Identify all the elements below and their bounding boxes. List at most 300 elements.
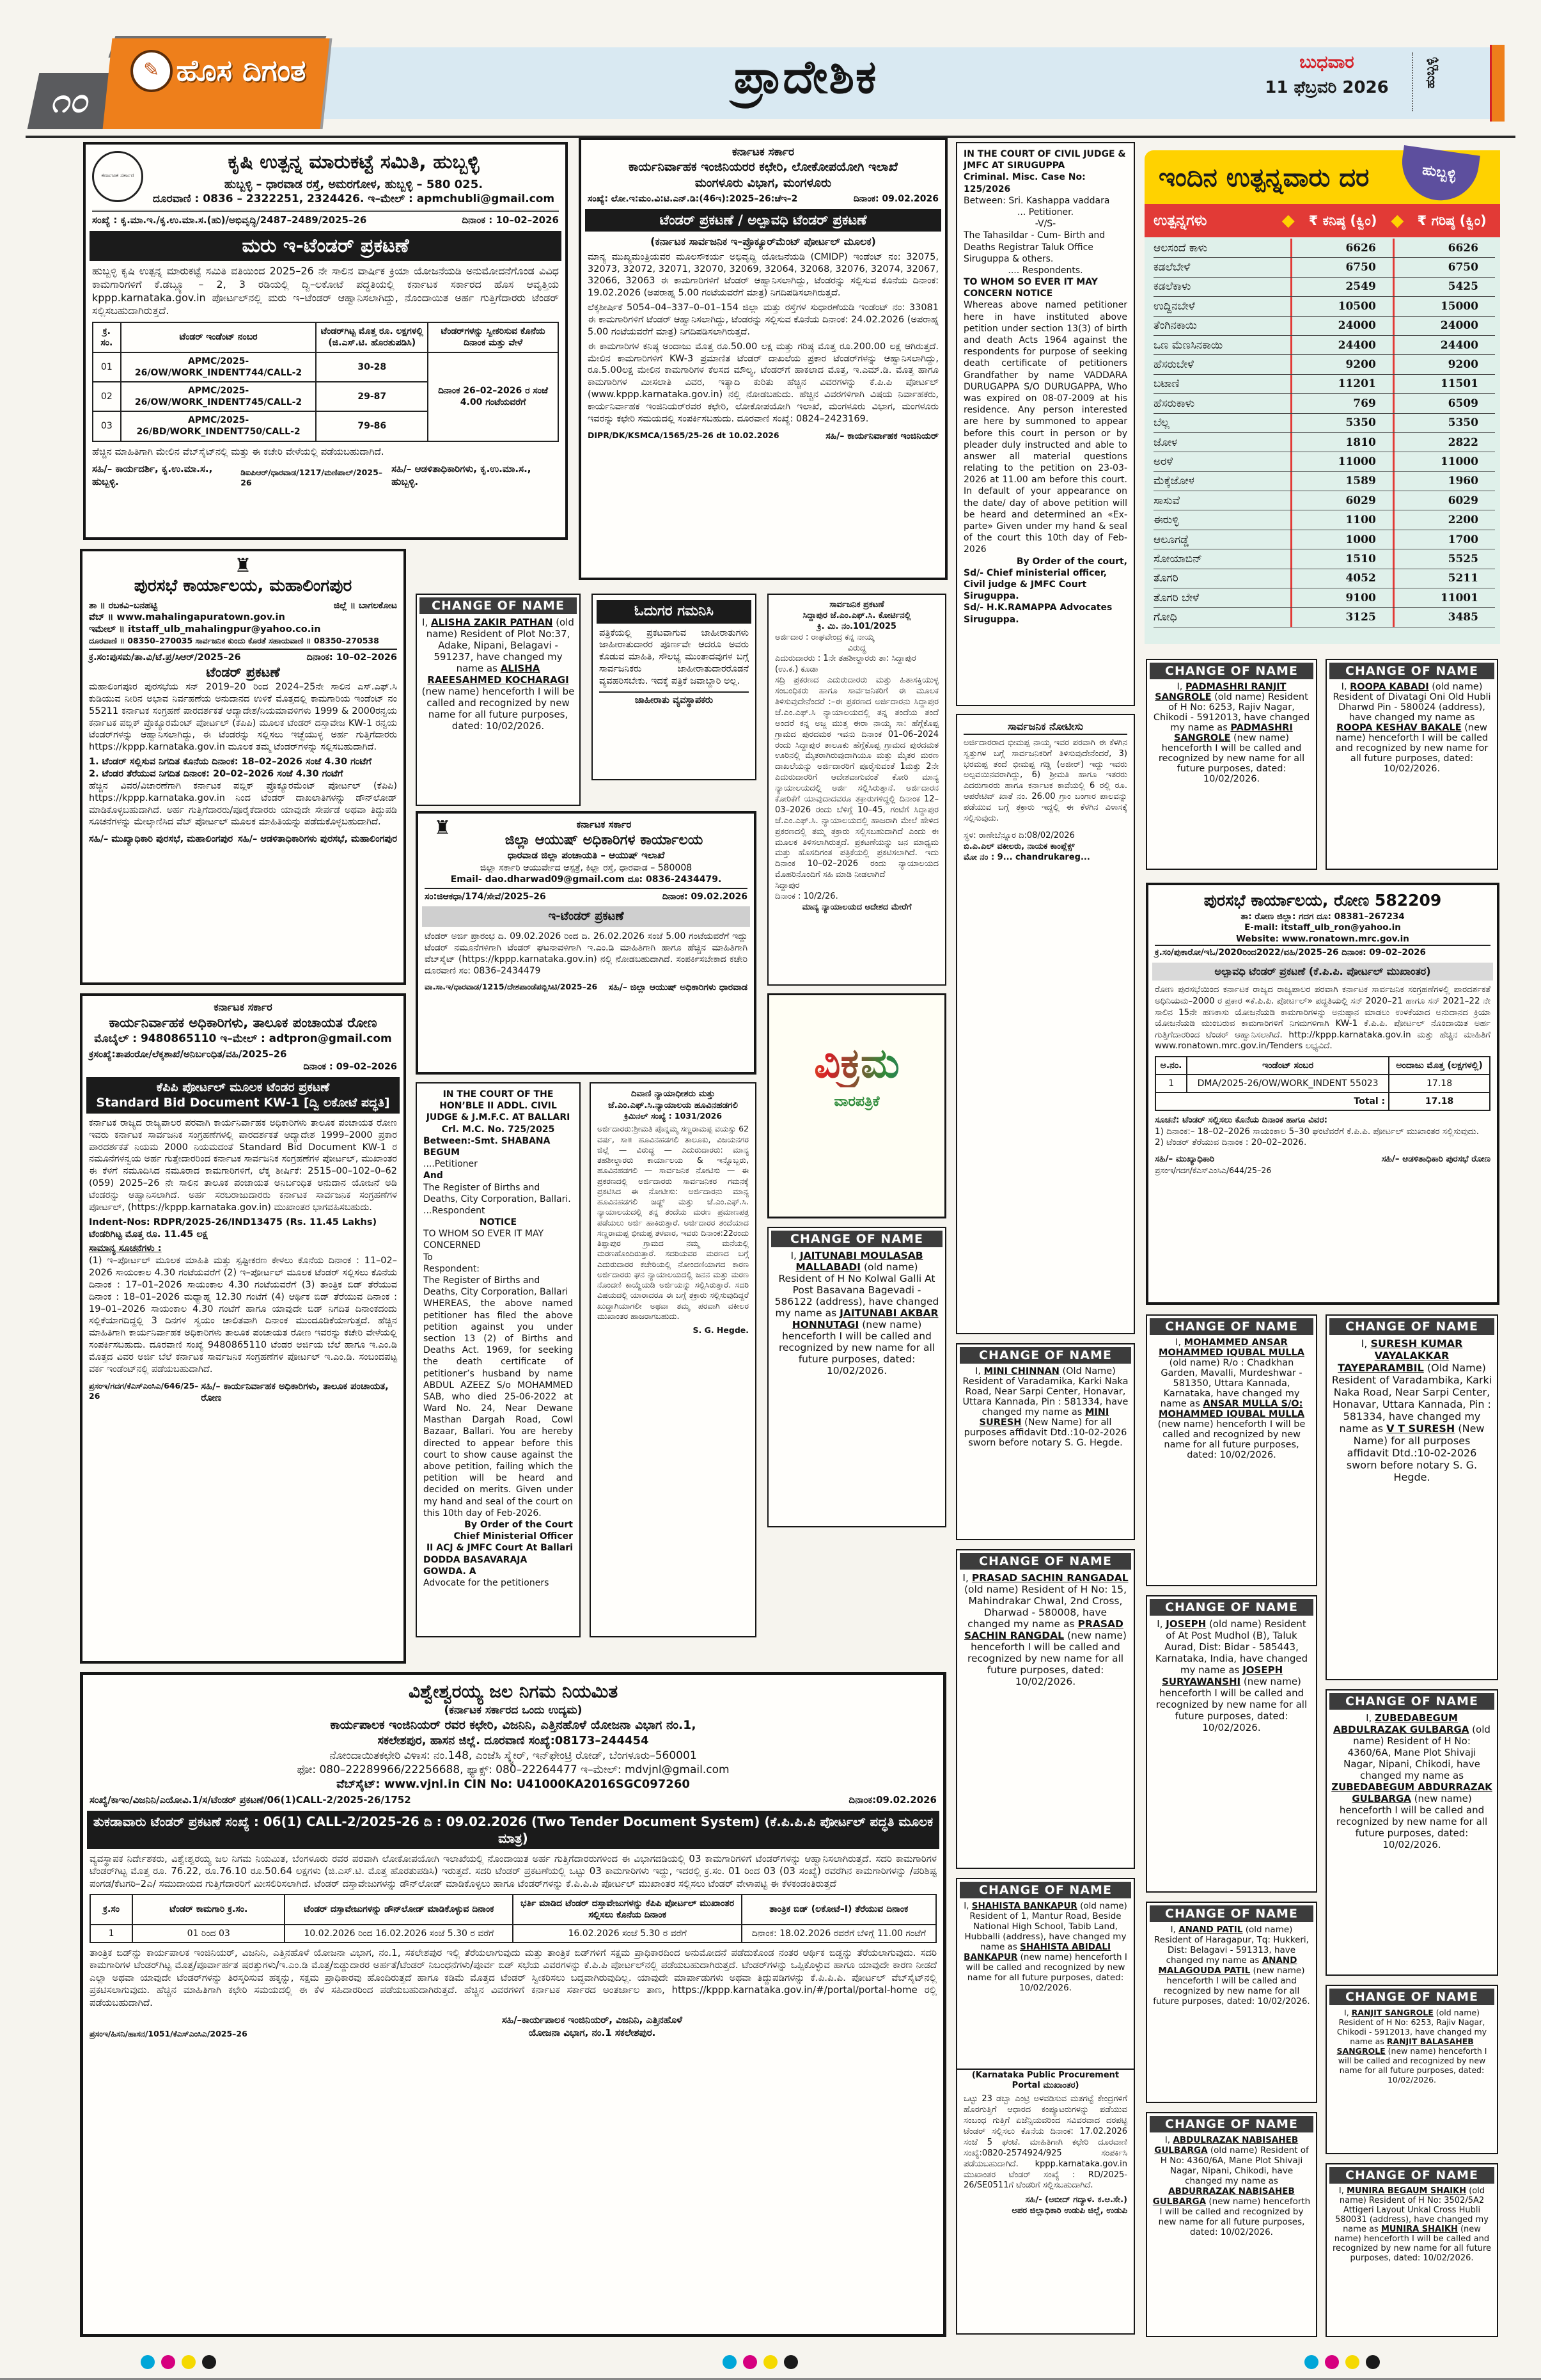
con-old-name: PRASAD SACHIN RANGADAL	[971, 1572, 1129, 1584]
rona-note-2: 1) ದಿನಾಂಕ:– 18–02–2026 ಸಾಯಂಕಾಲ 5–30 ಘಂಟೆವರೆಗೆ ಕೆ.ಪಿ.ಪಿ. ಪೋರ್ಟಲ್ ಮುಖಾಂತರ ಸಲ್ಲಿಸುವುದು.	[1155, 1126, 1480, 1137]
table-header-row	[90, 1895, 936, 1924]
rate-max: 6750	[1393, 258, 1495, 276]
con-old-name: PADMASHRI RANJIT SANGROLE	[1155, 682, 1287, 702]
notice-court-hoovinahadagali	[590, 1082, 756, 1637]
vjnl-sign-1: ಸಹಿ/–ಕಾರ್ಯಪಾಲಕ ಇಂಜಿನಿಯರ್, ವಿಜನಿನಿ, ಎತ್ತಿನಹೊಳೆ	[501, 2014, 683, 2026]
rate-product: ಬಟಾಣಿ	[1154, 377, 1180, 391]
col-sl: ಕ್ರ.ಸಂ	[90, 1895, 132, 1924]
rate-product: ತೊಗರಿ ಬೇಳೆ	[1154, 591, 1200, 604]
mahaling-more: ಹೆಚ್ಚಿನ ವಿವರ/ವಿಚಾರಣೆಗಾಗಿ ಕರ್ನಾಟಕ ಪಬ್ಲಿಕ್ ಪ್ರೊಕ್ಯೂರಮೆಂಟ್ ಪೋರ್ಟಲ್ (ಕೆಪಿಪಿ) https://kppp.karnataka.gov.in ನಿಂದ ಟೆಂಡರ್ ದಾಖಲಾತಿಗಳನ್ನು ಡೌನ್‌ಲೋಡ್ ಮಾಡಿಕೊಳ್ಳಬಹುದಾಗಿದೆ. ಅರ್ಹ ಗುತ್ತಿಗೆದಾರರು/ಪೂರೈಕೆದಾರರು ಯಾವುದೇ ಸೇರ್ಪಡೆ ಅಥವಾ ತಿದ್ದುಪಡಿ ಸೂಚನೆಗಳನ್ನು ಮೇಲ್ಕಾಣಿಸಿದ ವೆಬ್ ಪೋರ್ಟಲ್ ಮೂಲಕ ಮಾಹಿತಿಯನ್ನು ಪಡೆದುಕೊಳ್ಳಬಹುದಾಗಿದೆ.	[89, 780, 397, 828]
ayush-hospital: ಜಿಲ್ಲಾ ಸರ್ಕಾರಿ ಆಯುರ್ವೇದ ಆಸ್ಪತ್ರೆ, ಕಿಲ್ಲಾ ರಸ್ತೆ, ಧಾರವಾಡ – 580008	[480, 862, 692, 873]
yellow-dot-icon	[182, 2355, 196, 2369]
con-mid: (old name) Resident of H No: 6253, Rajiv Nagar, Chikodi - 5912013, have changed my name as	[1153, 692, 1310, 733]
rate-row	[1154, 297, 1495, 316]
diamond-icon: ◆	[1281, 211, 1295, 230]
ronatp-sign: ಸಹಿ/– ಕಾರ್ಯನಿರ್ವಾಹಕ ಅಧಿಕಾರಿಗಳು, ತಾಲೂಕ ಪಂಚಾಯತ, ರೋಣ	[201, 1381, 389, 1404]
con-intro: I,	[1177, 682, 1185, 692]
pwd-para-1: ಮಾನ್ಯ ಮುಖ್ಯಮಂತ್ರಿಯವರ ಮೂಲಸೌಕರ್ಯ ಅಭಿವೃದ್ಧಿ ಯೋಜನೆಯಡಿ (CMIDP) ಇಂಡೆಂಟ್ ನಂ: 32075, 32073, 32072, 32071, 32070, 32069, 32064, 32068, 32076, 32074, 32067, 32066, 32063 ಈ ಕಾಮಗಾರಿಗಳಿಗೆ ಟೆಂಡರ್ ಆಹ್ವಾನಿಸಲಾಗಿದ್ದು, ಟೆಂಡರನ್ನು ಸಲ್ಲಿಸುವ ಕೊನೆಯ ದಿನಾಂಕ: 19.02.2026 (ಅಪರಾಹ್ನ 5.00 ಗಂಟೆಯವರೆಗೆ ಮಾತ್ರ) ನಿಗದಿಪಡಿಸಲಾಗಿರುತ್ತದೆ.	[588, 251, 939, 299]
ronatp-body: ಕರ್ನಾಟಕ ರಾಜ್ಯದ ರಾಜ್ಯಪಾಲರ ಪರವಾಗಿ ಕಾರ್ಯನಿರ್ವಾಹಕ ಅಧಿಕಾರಿಗಳು ತಾಲೂಕ ಪಂಚಾಯತ ರೋಣ ಇವರು ಕರ್ನಾಟಕ ಸಾರ್ವಜನಿಕ ಸಂಗ್ರಹಣೆಗಳಲ್ಲಿ ಪಾರದರ್ಶಕತೆ ಆದ್ಯಾದೇಶ 1999–2000 ಪ್ರಕಾರ ಪಾರದರ್ಶಕತೆ ನಿಯಮ 2000 ನಿಯಮದಂತೆ Standard Bid Document KW-1 ರ ನಮೂನೆಗಳನ್ವಯ ಅರ್ಹ ಗುತ್ತೇದಾರರಿಂದ ಕರ್ನಾಟಕ ಸಾರ್ವಜನಿಕ ಸಂಗ್ರಹಣೆಗಳ ಪೋರ್ಟಲ್, ಮುಖಾಂತರ ಈ ಕೆಳಗೆ ನಮೂದಿಸಿದ ನಮೂರಾದ ಕಾಮಗಾರಿಗಳಿಗೆ, ಲೆಕ್ಕ ಶೀರ್ಷಿಕೆ: 2515–00–102–0–62 (059) 2025–26 ನೇ ಸಾಲಿನ ತಾಲೂಕ ಪಂಚಾಯತ ಅನಿರ್ಬಂಧಿತ ಅನುದಾನ ಯೋಜನೆ ಅಡಿ ಟೆಂಡರನ್ನು ಆಹ್ವಾನಿಸಲಾಗಿದೆ. ಅರ್ಹ ಸರಬರಾಜುದಾರರು ಕರ್ನಾಟಕ ಸಾರ್ವಜನಿಕ ಸಂಗ್ರಹಣೆಗಳ ಪೋರ್ಟಲ್, (https://kppp.karnataka.gov.in) ಮುಖಾಂತರ ಭಾಗವಹಿಸಬಹುದು.	[89, 1117, 397, 1213]
cell-indent: APMC/2025-26/BD/WORK_INDENT750/CALL-2	[121, 411, 317, 441]
rate-product: ಉದ್ದಿನಬೇಳೆ	[1154, 299, 1195, 313]
commodity-rates-panel	[1145, 150, 1500, 644]
apmc-ref: ಸಂಖ್ಯೆ : ಕೃ.ಮಾ.ಇ./ಕೃ.ಉ.ಮಾ.ಸ.(ಹು)/ಅಭಿವೃದ್ಧಿ/2487–2489/2025–26	[92, 214, 367, 226]
change-of-name-header: CHANGE OF NAME	[1329, 2167, 1494, 2184]
con-old-name: ZUBEDABEGUM ABDULRAZAK GULBARGA	[1333, 1712, 1469, 1735]
rate-product: ಸಾಸುವೆ	[1154, 494, 1180, 507]
ayush-sign-1: ಸಹಿ/–	[608, 982, 627, 993]
ronatp-bar-2: Standard Bid Document KW-1 [ದ್ವಿ ಲಕೋಟೆ ಪದ್ಧತಿ]	[96, 1096, 390, 1110]
change-of-name-header: CHANGE OF NAME	[419, 597, 577, 614]
readers-footer: ಜಾಹೀರಾತು ವ್ಯವಸ್ಥಾಪಕರು	[599, 691, 749, 707]
con-new-name: V T SURESH	[1386, 1422, 1455, 1435]
rate-row	[1154, 433, 1495, 452]
rate-max: 5350	[1393, 414, 1495, 432]
cell-amount: 79-86	[316, 411, 428, 441]
public-notice-advocate: ಬಿ.ಎ.ಎಲ್ ವಕೀಲರು, ನಾಯಕ ಕಾಂಪ್ಲೆಕ್ಸ್	[964, 841, 1075, 851]
con-intro: I,	[1170, 1925, 1179, 1935]
pwd-ref: ಸಂಖ್ಯೆ: ಲೋ.ಇ:ಮಂ.ವಿ:ಟಿ.ಎನ್.ಡಿ:(46ಇ):2025–26:ಚೆಇ–2	[588, 194, 798, 205]
vjnl-para-1: ವ್ಯವಸ್ಥಾಪಕ ನಿರ್ದೇಶಕರು, ವಿಶ್ವೇಶ್ವರಯ್ಯ ಜಲ ನಿಗಮ ನಿಯಮಿತ, ಬೆಂಗಳೂರು ರವರ ಪರವಾಗಿ ಲೋಕೋಪಯೋಗಿ ಇಲಾಖೆಯಲ್ಲಿ ನೊಂದಾಯಿತ ಅರ್ಹ ಗುತ್ತಿಗೆದಾರರುಗಳಿಂದ ಈ ವಿಭಾಗದಡಿಯಲ್ಲಿ 03 ಕಾಮಗಾರಿಗಳಿಗೆ ಟೆಂಡರ್‌ಗಳನ್ನು ಆಹ್ವಾನಿಸಲಾಗಿರುತ್ತದೆ. ಸದರಿ ಕಾಮಗಾರಿಗಳ ಟೆಂಡರ್‌ಗಿಟ್ಟ ಮೊತ್ತ ರೂ. 76.22, ರೂ.76.10 ರೂ.50.64 ಲಕ್ಷಗಳು (ಜಿ.ಎಸ್.ಟಿ. ಮೊತ್ತ ಹೊರತುಪಡಿಸಿ) ಇರುತ್ತದೆ. ಸದರಿ ಟೆಂಡರ್ ಪ್ರಕಟಣೆಯಲ್ಲಿ ಒಟ್ಟು 03 ಕಾಮಗಾರಿಗಳು ಇದ್ದು, ಇದರಲ್ಲಿ ಕ್ರ.ಸಂ. 01 ರಿಂದ 03 (03 ಸಂಖ್ಯೆ) ರವರೆಗಿನ ಕಾಮಗಾರಿಗಳನ್ನು /ಪರಿಶಿಷ್ಟ ಪಂಗಡ/ಕೆಟಗರಿ–2ಎ/ ಸಮುದಾಯದ ಗುತ್ತಿಗೆದಾರರಿಗೆ ಮೀಸಲಿರಿಸಲಾಗಿದೆ. ಟೆಂಡರ್ ದಸ್ತಾವೇಜುಗಳನ್ನು ಡೌನ್‌ಲೋಡ್ ಮಾಡಿಕೊಳ್ಳಲು ಹಾಗೂ ಟೆಂಡರ್‌ಗಳನ್ನು ಕೆ.ಪಿ.ಪಿ.ಪಿ ಪೋರ್ಟಲ್ ಮುಖಾಂತರ ಸಲ್ಲಿಸಲು ಟೆಂಡರ್ ವೇಳಾಪಟ್ಟಿ ಈ ಕೆಳಕಂಡಂತಿರುತ್ತದೆ	[90, 1852, 937, 1889]
col-submit: ಭರ್ತಿ ಮಾಡಿದ ಟೆಂಡರ್ ದಸ್ತಾವೇಜುಗಳನ್ನು ಕೆಪಿಪಿ ಪೋರ್ಟಲ್ ಮುಖಾಂತರ ಸಲ್ಲಿಸಲು ಕೊನೆಯ ದಿನಾಂಕ	[513, 1895, 741, 1924]
change-of-name-header: CHANGE OF NAME	[1329, 1693, 1494, 1710]
cell-submit: 16.02.2026 ಸಂಜೆ 5.30 ರ ವರೆಗೆ	[513, 1925, 741, 1943]
rona-note-1: ಸೂಚನೆ: ಟೆಂಡರ್ ಸಲ್ಲಿಸಲು ಕೊನೆಯ ದಿನಾಂಕ ಹಾಗೂ ವಿವರ:	[1155, 1115, 1328, 1126]
col-indent: ಟೆಂಡರ್ ಇಂಡೆಂಟ್ ನಂಬರ	[121, 322, 317, 352]
edition-city: ಹುಬ್ಬಳ್ಳಿ	[1422, 58, 1437, 89]
rona-title: ಪುರಸಭೆ ಕಾರ್ಯಾಲಯ, ರೋಣ 582209	[1203, 891, 1442, 910]
cyan-dot-icon	[723, 2355, 737, 2369]
ballari-sign-3: II ACJ & JMFC Court At Ballari	[426, 1543, 573, 1554]
magenta-dot-icon	[161, 2355, 175, 2369]
rate-min: 1100	[1290, 510, 1393, 529]
vjnl-org: ವಿಶ್ವೇಶ್ವರಯ್ಯ ಜಲ ನಿಗಮ ನಿಯಮಿತ	[408, 1681, 618, 1702]
mahaling-date-1: 1. ಟೆಂಡರ್ ಸಲ್ಲಿಸುವ ನಿಗದಿತ ಕೊನೆಯ ದಿನಾಂಕ: 18–02–2026 ಸಂಜೆ 4.30 ಗಂಟೆಗೆ	[89, 757, 372, 768]
rate-row	[1154, 452, 1495, 471]
rates-title: ಇಂದಿನ ಉತ್ಪನ್ನವಾರು ದರ	[1159, 163, 1370, 193]
apmc-org: ಕೃಷಿ ಉತ್ಪನ್ನ ಮಾರುಕಟ್ಟೆ ಸಮಿತಿ, ಹುಬ್ಬಳ್ಳಿ	[228, 151, 480, 173]
ballari-advocate-label: Advocate for the petitioners	[423, 1577, 549, 1588]
col-min: ₹ ಕನಿಷ್ಠ (ಕ್ವಿಂ)	[1308, 212, 1377, 228]
con-old-name: MOHAMMED ANSAR MOHAMMED IQUBAL MULLA	[1159, 1337, 1304, 1358]
ayush-dept: ಧಾರವಾಡ ಜಿಲ್ಲಾ ಪಂಚಾಯತಿ – ಆಯುಷ್ ಇಲಾಖೆ	[507, 849, 665, 862]
vjnl-ref-bottom: ಪ್ರಸಂಇ/ಹಿಸನಿ/ಹಾಸನ/1051/ಕೆಎಸ್‌ಎಂಸಿಎ/2025–26	[90, 2028, 247, 2038]
rate-min: 3125	[1290, 608, 1393, 626]
magenta-dot-icon	[1325, 2355, 1339, 2369]
con-intro: I,	[1366, 1712, 1375, 1724]
con-mid: (old name) R/o : Chadkhan Garden, Mavalli, Murdeshwar - 581350, Uttara Kannada, Karnataka, have changed my name as	[1160, 1358, 1302, 1409]
pwd-division: ಮಂಗಳೂರು ವಿಭಾಗ, ಮಂಗಳೂರು	[694, 175, 832, 190]
con-mid: (old name) Resident of H No: 4360/6A, Mane Plot Shivaji Nagar, Nipani, Chikodi, have changed my name as	[1343, 1724, 1490, 1781]
ballari-respondent-2: Respondent:	[423, 1263, 480, 1274]
rate-max: 11001	[1393, 588, 1495, 607]
notice-public-kannada	[956, 714, 1135, 1334]
con-old-name: JOSEPH	[1166, 1618, 1207, 1630]
ballari-body: WHEREAS, the above named petitioner has filed the above petition against you under section 13 (2) of Births and Deaths Act. 1969, for seeking the death certificate of petitioner’s husband by name ABDUL AZEEZ S/o MOHAMMED SAB, who died 25-06-2022 at Ward No. 24, Near Dewane Masthan Dargah Road, Cowl Bazaar, Ballari. You are hereby directed to appear before this court to show cause against the above petition, failing which the petition will be heard and decided on merits. Given under my hand and seal of the court on this 10th day of Feb-2026.	[423, 1298, 573, 1518]
rona-body: ರೋಣ ಪುರಸಭೆಯಿಂದ ಕರ್ನಾಟಕ ರಾಜ್ಯದ ರಾಜ್ಯಪಾಲರ ಪರವಾಗಿ ಕರ್ನಾಟಕ ಸಾರ್ವಜನಿಕ ಸಂಗ್ರಹಣೆಗಳಲ್ಲಿ ಪಾರದರ್ಶಕತೆ ಅಧಿನಿಯಮ–2000 ರ ಪ್ರಕಾರ «ಕೆ.ಪಿ.ಪಿ. ಪೋರ್ಟಲ್» ಪದ್ಧತಿಯಲ್ಲಿ ಸನ್ 2020–21 ಹಾಗೂ ಸನ್ 2021–22 ನೇ ಸಾಲಿನ 15ನೇ ಹಣಕಾಸು ಯೋಜನೆಯಡಿ ಕಾಮಗಾರಿಗಳನ್ನು ಅನುಷ್ಠಾನ ಮಾಡಲು ಉಳಕೆಯಾದ ಅನುದಾನದ ಕ್ರಿಯಾ ಯೋಜನೆಯಡಿ ಮುಂಬರುವ ಕಾಮಗಾರಿಗಳಿಗೆ ನಿಗಮಗಳಿಗಾಗಿ KW-1 ಕೆ.ಪಿ.ಪಿ. ಪೋರ್ಟಲ್ ನೊಂದಾಯಿತ ಅರ್ಹ ಗುತ್ತಿಗೆದಾರರಿಂದ ಟೆಂಡರ್ ಆಹ್ವಾನಿಸಲಾಗಿದೆ. http://kppp.karnataka.gov.in ಮತ್ತು ಹೆಚ್ಚಿನ ಮಾಹಿತಿಗೆ www.ronatown.mrc.gov.in/Tenders ಲಭ್ಯವಿದೆ.	[1155, 984, 1490, 1052]
respondent: The Tahasildar - Cum- Birth and Deaths Registrar Taluk Office Siruguppa & others.	[964, 230, 1106, 264]
versus: -V/S-	[1035, 219, 1056, 230]
table-header-row	[93, 322, 558, 352]
change-of-name-header: CHANGE OF NAME	[960, 1882, 1131, 1898]
apmc-note: ಹೆಚ್ಚಿನ ಮಾಹಿತಿಗಾಗಿ ಮೇಲಿನ ವೆಬ್‌ಸೈಟ್‌ನಲ್ಲಿ ಮತ್ತು ಈ ಕಚೇರಿ ವೇಳೆಯಲ್ಲಿ ಪಡೆಯಬಹುದಾಗಿದೆ.	[92, 445, 384, 457]
rate-min: 24000	[1290, 317, 1393, 335]
cell-sl: 03	[93, 411, 121, 441]
paper-logo-icon: ✎	[130, 50, 173, 92]
yellow-dot-icon	[1345, 2355, 1359, 2369]
udupi-sign-2: ಅಪರ ಜಿಲ್ಲಾಧಿಕಾರಿ ಉಡುಪಿ ಜಿಲ್ಲೆ, ಉಡುಪಿ	[1012, 2206, 1127, 2216]
con-tail: (New Name) for all purposes affidavit Dtd.:10-02-2026 sworn before notary S. G. Hegde.	[1346, 1422, 1485, 1483]
vjnl-phone: ಫೋ: 080–22289966/22256688, ಫ್ಯಾಕ್ಸ್: 080–22264477 ಇ–ಮೇಲ್: mdvjnl@gmail.com	[297, 1763, 730, 1776]
rate-min: 10500	[1290, 297, 1393, 315]
con-old-name: ABDULRAZAK NABISAHEB GULBARGA	[1154, 2135, 1299, 2155]
con-tail: (new name) henceforth I will be called and recognized by new name for all future purposes, dated: 10/02/2026.	[778, 1319, 935, 1376]
pwd-para-3: ಈ ಕಾಮಗಾರಿಗಳ ಕನಿಷ್ಠ ಅಂದಾಜು ಮೊತ್ತ ರೂ.50.00 ಲಕ್ಷ ಮತ್ತು ಗರಿಷ್ಠ ಮೊತ್ತ ರೂ.200.00 ಲಕ್ಷ ಆಗಿರುತ್ತದೆ. ಮೇಲಿನ ಕಾಮಗಾರಿಗಳಿಗೆ KW-3 ಪ್ರಮಾಣಿತ ಟೆಂಡರ್ ದಾಖಲೆಯ ಪ್ರಕಾರ ಟೆಂಡರ್‌ಗಳನ್ನು ಆಹ್ವಾನಿಸಲಾಗಿದ್ದು, ರೂ.5.00ಲಕ್ಷ ಮೇಲಿನ ಕಾಮಗಾರಿಗಳ ಕೆಲಸದ ಮೌಲ್ಯ, ಟೆಂಡರ್‌ಗೆ ಹಾಕಲಾದ ಮೊತ್ತ, ಇ.ಎಮ್.ಡಿ. ಮೊತ್ತ ಹಾಗೂ ಕಾಮಗಾರಿಗಳ ಮೀಸಲಾತಿ ವಿವರ, ಇತ್ಯಾದಿ ಕುರಿತು ಹೆಚ್ಚಿನ ವಿವರಗಳನ್ನು ಕೆ.ಪಿ.ಪಿ ಪೋರ್ಟಲ್ (www.kppp.karnataka.gov.in) ನಲ್ಲಿ ನೋಡಬಹುದು. ಹೆಚ್ಚಿನ ವಿವರಗಳಿಗಾಗಿ ವಿಷಯ ನಿರ್ವಾಹಕರು, ಕಾರ್ಯನಿರ್ವಾಹಕ ಇಂಜಿನಿಯರ್‌ರವರ ಕಛೇರಿ, ಲೋಕೋಪಯೋಗಿ ಇಲಾಖೆ, ಮಂಗಳೂರು ವಿಭಾಗ, ಮಂಗಳೂರು ಇವರನ್ನು ಕಛೇರಿ ಸಮಯದಲ್ಲಿ ಸಂಪರ್ಕಿಸಬಹುದು. ದೂರವಾಣಿ ಸಂಖ್ಯೆ: 0824–2423169.	[588, 341, 939, 424]
rona-ref: ಕ್ರ.ಸಂ/ಪುಕಾರೋ/ಇಓ/2020ರಿಂದ2022/ವಹಿ/2025–26 ದಿನಾಂಕ: 09–02–2026	[1155, 945, 1490, 959]
mahaling-sign-2: ಸಹಿ/– ಆಡಳಿತಾಧಿಕಾರಿಗಳು ಪುರಸಭೆ, ಮಹಾಲಿಂಗಪುರ	[238, 834, 397, 845]
apmc-title: ಮರು ಇ-ಟೆಂಡರ್ ಪ್ರಕಟಣೆ	[90, 231, 561, 261]
con-new-name: SHAHISTA ABIDALI BANKAPUR	[964, 1942, 1111, 1962]
total-value: 17.18	[1389, 1092, 1490, 1110]
diamond-icon: ◆	[1391, 211, 1404, 230]
rate-row	[1154, 608, 1495, 627]
con-tail: (new name) henceforth I will be called and recognized by new name for all future purposes, dated: 10/02/2026.	[966, 1952, 1127, 1993]
change-of-name-header: CHANGE OF NAME	[771, 1231, 943, 1247]
cell-indent: APMC/2025-26/OW/WORK_INDENT744/CALL-2	[121, 352, 317, 382]
col-sl: ಅ.ನಂ.	[1155, 1057, 1187, 1075]
change-of-name-box	[1326, 2163, 1498, 2337]
rate-max: 2822	[1393, 433, 1495, 452]
black-dot-icon	[1366, 2355, 1380, 2369]
change-of-name-box	[1146, 1595, 1317, 1893]
notice-ayush-dharwad	[416, 811, 756, 1075]
ballari-to: To	[423, 1252, 433, 1263]
siddapura-respondent: ಎದುರುದಾರರು : 1ನೇ ತಹಶೀಲ್ದಾರರು ತಾ: ಸಿದ್ದಾಪುರ (ಉ.ಕ.) ಕೂಡಾ	[775, 654, 916, 675]
vjnl-table	[90, 1894, 937, 1943]
cell-sl: 02	[93, 382, 121, 411]
rate-product: ಆಲೂಗಡ್ಡೆ	[1154, 533, 1189, 546]
rate-row	[1154, 491, 1495, 510]
rate-min: 1000	[1290, 530, 1393, 549]
vjnl-date: ದಿನಾಂಕ:09.02.2026	[849, 1794, 937, 1806]
con-new-name: ROOPA KESHAV BAKALE	[1336, 723, 1462, 733]
change-of-name-header: CHANGE OF NAME	[960, 1347, 1131, 1364]
rate-min: 1810	[1290, 433, 1393, 452]
con-old-name: JAITUNABI MOULASAB MALLABADI	[795, 1250, 923, 1273]
mahaling-tender-title: ಟೆಂಡರ್ ಪ್ರಕಟಣೆ	[206, 664, 280, 680]
con-intro: I,	[422, 617, 432, 628]
ronatp-bar-1: ಕೆಪಿಪಿ ಪೋರ್ಟಲ್ ಮೂಲಕ ಟೆಂಡರ ಪ್ರಕಟಣೆ	[156, 1080, 330, 1094]
notice-pwd-mangaluru	[579, 138, 948, 580]
con-tail: (new name) henceforth I will be called and recognized by new name for all future purposes, dated: 10/02/2026.	[1332, 2225, 1492, 2263]
pwd-ref-bottom: DIPR/DK/KSMCA/1565/25-26 dt 10.02.2026	[588, 430, 779, 440]
notice-apmc-tender	[83, 142, 568, 540]
mahaling-date-2: 2. ಟೆಂಡರ ತೆರೆಯುವ ನಿಗದಿತ ದಿನಾಂಕ: 20–02–2026 ಸಂಜೆ 4.30 ಗಂಟೆಗೆ	[89, 768, 343, 779]
ayush-ref: ಸಂ:ಜಿಆಕಧಾ/174/ಸೇವೆ/2025–26	[425, 891, 546, 902]
change-of-name-box	[1326, 1314, 1498, 1680]
con-old-name: MINI CHINNAN	[983, 1366, 1060, 1376]
ballari-title: IN THE COURT OF THE HON’BLE II ADDL. CIVIL JUDGE & J.M.F.C. AT BALLARI	[426, 1089, 570, 1123]
change-of-name-box	[1146, 659, 1317, 870]
con-intro: I,	[1164, 2135, 1173, 2145]
rate-product: ಆಲಸಂದೆ ಕಾಳು	[1154, 241, 1208, 255]
con-mid: (old name) Resident of 1, Mantur Road, Beside National High School, Tabib Land, Hubballi (address), have changed my name as	[964, 1901, 1127, 1952]
rona-note-3: 2) ಟೆಂಡರ್ ತೆರೆಯುವ ದಿನಾಂಕ : 20–02–2026.	[1155, 1137, 1307, 1148]
con-new-name: ZUBEDABEGUM ABDURRAZAK GULBARGA	[1331, 1781, 1492, 1804]
con-new-name: PRASAD SACHIN RANGDAL	[964, 1618, 1123, 1641]
rona-line-1: ತಾ: ರೋಣ ಜಿಲ್ಲಾ: ಗದಗ ದೂ: 08381–267234	[1240, 911, 1405, 922]
change-of-name-box	[1326, 1985, 1498, 2154]
apmc-phone: ದೂರವಾಣಿ : 0836 – 2322251, 2324426. ಇ–ಮೇಲ್ : apmchubli@gmail.com	[152, 193, 555, 206]
apmc-ref-bottom: ಡಿಐಪಿಆರ್/ಧಾರವಾಡ/1217/ಮಣಿಪಾಲ್/2025–26	[240, 467, 383, 487]
court-sign-1: By Order of the court,	[1016, 556, 1127, 567]
col-deadline: ಟೆಂಡರ್‌ಗಳನ್ನು ಸ್ವೀಕರಿಸುವ ಕೊನೆಯ ದಿನಾಂಕ ಮತ್ತು ವೇಳೆ	[428, 322, 558, 352]
con-intro: I,	[964, 1901, 972, 1911]
con-intro: I,	[1175, 1337, 1184, 1348]
vjnl-regd-office: ನೋಂದಾಯಿತಕಛೇರಿ ವಿಳಾಸ: ನಂ.148, ಎಂಜೆಸಿ ಸ್ಕ್ವೇರ್, ಇನ್‌ಫೇಂಟ್ರಿ ರೋಡ್, ಬೆಂಗಳೂರು–560001	[329, 1749, 697, 1762]
rate-product: ಒಣ ಮೆಣಸಿನಕಾಯಿ	[1154, 338, 1223, 352]
change-of-name-box	[1146, 1314, 1317, 1586]
ayush-date: ದಿನಾಂಕ: 09.02.2026	[662, 891, 747, 902]
masthead-divider	[1412, 52, 1413, 111]
rate-product: ಕಡಲೆಬೇಳೆ	[1154, 261, 1191, 274]
siddapura-applicant: ಅರ್ಜಿದಾರ : ರಾಘವೇಂದ್ರ ಕನ್ನ ನಾಯ್ಕ	[775, 632, 875, 642]
change-of-name-header: CHANGE OF NAME	[1329, 1318, 1494, 1335]
rate-min: 9200	[1290, 355, 1393, 374]
mahaling-taluk: ತಾ ॥ ರಬಕವಿ–ಬನಹಟ್ಟಿ	[89, 600, 157, 611]
print-registration-dots	[1304, 2355, 1380, 2369]
rona-table	[1155, 1056, 1490, 1112]
hoovina-case: ಕ್ರಿಮಿನಲ್ ಸಂಖ್ಯೆ : 1031/2026	[623, 1111, 723, 1121]
notice-court-siruguppa	[956, 142, 1135, 706]
rate-min: 1589	[1290, 472, 1393, 491]
con-new-name: RANJIT BALASAHEB SANGROLE	[1336, 2037, 1474, 2056]
notice-readers	[591, 594, 756, 780]
vikram-title: ವಿಕ್ರಮ	[769, 1040, 944, 1087]
rate-row	[1154, 414, 1495, 433]
hoovina-title: ದಿವಾಣಿ ನ್ಯಾಯಾಧೀಶರು ಮತ್ತು ಜೆ.ಎಂ.ಎಫ್.ಸಿ.ನ್ಯಾಯಾಲಯ ಹೂವಿನಹಡಗಲಿ	[608, 1089, 738, 1110]
rate-max: 6509	[1393, 394, 1495, 413]
cyan-dot-icon	[1304, 2355, 1318, 2369]
ballari-respondent: The Register of Births and Deaths, City Corporation, Ballari.	[423, 1182, 571, 1204]
con-new-name: JAITUNABI AKBAR HONNUTAGI	[792, 1307, 939, 1330]
court-sign-3: Sd/- H.K.RAMAPPA Advocates Siruguppa.	[964, 603, 1113, 625]
readers-title: ಓದುಗರ ಗಮನಿಸಿ	[597, 600, 751, 624]
rate-max: 11000	[1393, 452, 1495, 471]
rate-max: 24400	[1393, 336, 1495, 354]
rate-min: 6750	[1290, 258, 1393, 276]
rona-bar: ಅಲ್ಪಾವಧಿ ಟೆಂಡರ್ ಪ್ರಕಟಣೆ (ಕೆ.ಪಿ.ಪಿ. ಪೋರ್ಟಲ್ ಮುಖಾಂತರ)	[1152, 963, 1493, 981]
table-row	[90, 1925, 936, 1943]
rate-row	[1154, 278, 1495, 297]
col-products: ಉತ್ಪನ್ನಗಳು	[1154, 212, 1207, 229]
change-of-name-header: CHANGE OF NAME	[960, 1553, 1131, 1570]
apmc-table-body	[93, 352, 558, 441]
ayush-email: Email- dao.dharwad09@gmail.com ದೂ: 0836-2434479.	[450, 874, 722, 885]
col-sl: ಕ್ರ. ಸಂ.	[93, 322, 121, 352]
rate-max: 5425	[1393, 278, 1495, 296]
cell-download: 10.02.2026 ರಿಂದ 16.02.2026 ಸಂಜೆ 5.30 ರ ವರೆಗೆ	[285, 1925, 513, 1943]
con-new-name: ANAND MALAGOUDA PATIL	[1158, 1955, 1297, 1976]
rate-product: ತೊಗರಿ	[1154, 572, 1178, 585]
rate-row	[1154, 375, 1495, 394]
cell-amount: 29-87	[316, 382, 428, 411]
magenta-dot-icon	[743, 2355, 757, 2369]
yellow-dot-icon	[763, 2355, 778, 2369]
rate-max: 15000	[1393, 297, 1495, 315]
ballari-respondent-3: The Register of Births and Deaths, City Corporation, Ballari	[423, 1275, 568, 1298]
apmc-body: ಹುಬ್ಬಳ್ಳಿ ಕೃಷಿ ಉತ್ಪನ್ನ ಮಾರುಕಟ್ಟೆ ಸಮಿತಿ ವತಿಯಿಂದ 2025–26 ನೇ ಸಾಲಿನ ವಾರ್ಷಿಕ ಕ್ರಿಯಾ ಯೋಜನೆಯಡಿ ಅನುಮೋದನೆಗೊಂಡ ವಿವಿಧ ಕಾಮಗಾರಿಗಳಿಗೆ ಕೆ.ಡಬ್ಲ್ಯೂ – 2, 3 ರಡಿಯಲ್ಲಿ ದ್ವಿ–ಲಕೋಟೆ ಪದ್ಧತಿಯಲ್ಲಿ ಕರ್ನಾಟಕ ಸರ್ಕಾರದ ಹೊಸ ಆವೃತ್ತಿಯ kppp.karnataka.gov.in ಪೋರ್ಟಲ್‌ನಲ್ಲಿ ಮರು ಇ–ಟೆಂಡರ್ ಆಹ್ವಾನಿಸಲಾಗಿದ್ದು, ನೊಂದಾಯಿತ ಅರ್ಹ ಗುತ್ತಿಗೆದಾರರು ಟೆಂಡರ್ ಸಲ್ಲಿಸಬಹುದಾಗಿರುತ್ತದೆ.	[92, 264, 559, 317]
vjnl-website: ವೆಬ್‌ಸೈಟ್: www.vjnl.in CIN No: U41000KA2016SGC097260	[336, 1777, 690, 1791]
col-download: ಟೆಂಡರ್ ದಸ್ತಾವೇಜುಗಳನ್ನು ಡೌನ್‌ಲೋಡ್ ಮಾಡಿಕೊಳ್ಳುವ ದಿನಾಂಕ	[285, 1895, 513, 1924]
con-intro: I,	[962, 1572, 972, 1584]
con-mid: (old name) Resident of H No: 15, Mahindrakar Chwal, 2nd Cross, Dharwad - 580008, have changed my name as	[964, 1584, 1127, 1630]
change-of-name-header: CHANGE OF NAME	[1150, 663, 1313, 679]
rate-product: ಹೆಸರುಬೇಳೆ	[1154, 358, 1194, 372]
pwd-subtitle: (ಕರ್ನಾಟಕ ಸಾರ್ವಜನಿಕ ಇ–ಪ್ರೊಕ್ಯೂರ್‌ಮೆಂಟ್ ಪೋರ್ಟಲ್ ಮೂಲಕ)	[650, 235, 876, 248]
notice-siddapura	[767, 594, 946, 986]
con-mid: (old name) Resident of H No Kolwal Galli At Post Basavana Bagevadi - 586122 (address), have changed my name as	[774, 1261, 939, 1319]
con-old-name: ANAND PATIL	[1178, 1925, 1243, 1935]
black-dot-icon	[784, 2355, 798, 2369]
con-mid: (old name) Resident of H No: 3502/5A2 Attigeri Layout Unkal Cross Hubli 580031 (address), have changed my name as	[1335, 2186, 1489, 2234]
rate-product: ಸೋಯಾಬಿನ್	[1154, 552, 1203, 565]
vjnl-subtitle: (ಕರ್ನಾಟಕ ಸರ್ಕಾರದ ಒಂದು ಉದ್ಯಮ)	[444, 1704, 583, 1717]
respondents-label: .... Respondents.	[1008, 265, 1083, 276]
rate-row	[1154, 530, 1495, 549]
mahaling-email: ಇಮೇಲ್ ॥ itstaff_ulb_mahalingpur@yahoo.co.in	[89, 624, 321, 634]
rate-row	[1154, 239, 1495, 258]
col-work: ಟೆಂಡರ್ ಕಾಮಗಾರಿ ಕ್ರ.ಸಂ.	[132, 1895, 285, 1924]
con-old-name: ROOPA KABADI	[1350, 682, 1429, 692]
black-dot-icon	[202, 2355, 216, 2369]
con-old-name: RANJIT SANGROLE	[1351, 2008, 1434, 2017]
rate-min: 6626	[1290, 239, 1393, 257]
con-tail: (new name) henceforth I will be called and recognized by new name for all future purposes, dated: 10/02/2026.	[1336, 1793, 1488, 1850]
page-footer	[0, 2341, 1541, 2380]
rate-min: 1510	[1290, 549, 1393, 568]
rate-max: 6626	[1393, 239, 1495, 257]
rates-column-header	[1145, 204, 1500, 237]
vjnl-office-2: ಸಕಲೇಶಪುರ, ಹಾಸನ ಜಿಲ್ಲೆ. ದೂರವಾಣಿ ಸಂಖ್ಯೆ:08173–244454	[377, 1734, 649, 1748]
ballari-petitioner: ....Petitioner	[423, 1159, 478, 1170]
change-of-name-box	[767, 1227, 946, 1527]
col-indent: ಇಂಡೆಂಟ್ ಸಂಬರ	[1187, 1057, 1389, 1075]
change-of-name-box	[956, 1343, 1135, 1540]
cell-amount: 30-28	[316, 352, 428, 382]
notice-rona-purasabhe	[1146, 883, 1499, 1305]
ayush-title: ಇ-ಟೆಂಡರ್ ಪ್ರಕಟಣೆ	[422, 906, 750, 926]
rate-row	[1154, 355, 1495, 374]
con-tail: (new name) henceforth I will be called and recognized by new name for all future purposes, dated: 10/02/2026.	[1158, 733, 1305, 784]
ad-vikram	[767, 993, 946, 1218]
con-new-name: ALISHA RAEESAHMED KOCHARAGI	[427, 663, 569, 686]
rate-max: 1960	[1393, 472, 1495, 491]
change-of-name-box	[1146, 1902, 1317, 2103]
cyan-dot-icon	[141, 2355, 155, 2369]
pwd-office: ಕಾರ್ಯನಿರ್ವಾಹಕ ಇಂಜಿನಿಯರರ ಕಛೇರಿ, ಲೋಕೋಪಯೋಗಿ ಇಲಾಖೆ	[629, 160, 898, 175]
siddapura-versus: ವಿರುದ್ಧ	[847, 643, 866, 653]
case-number: Criminal. Misc. Case No: 125/2026	[964, 172, 1086, 194]
print-registration-dots	[723, 2355, 798, 2369]
ballari-sign-2: Chief Ministerial Officer	[453, 1531, 573, 1542]
ballari-advocate: DODDA BASAVARAJA GOWDA. A	[423, 1554, 528, 1577]
change-of-name-box	[956, 1878, 1135, 2070]
rate-max: 5525	[1393, 549, 1495, 568]
con-mid: (old name) Resident of Haragapur, Tq: Hukkeri, Dist: Belagavi - 591313, have changed my name as	[1154, 1925, 1309, 1966]
change-of-name-header: CHANGE OF NAME	[1150, 1599, 1313, 1616]
con-new-name: MUNIRA SHAIKH	[1381, 2225, 1458, 2234]
between: Between: Sri. Kashappa vaddara	[964, 195, 1110, 206]
siddapura-date: ದಿನಾಂಕ : 10/2/26.	[775, 892, 838, 902]
rate-product: ಗೋಧಿ	[1154, 611, 1177, 624]
ayush-govt: ಕರ್ನಾಟಕ ಸರ್ಕಾರ	[576, 819, 632, 830]
con-new-name: JOSEPH SURYAWANSHI	[1162, 1664, 1283, 1687]
ballari-towhom: TO WHOM SO EVER IT MAY CONCERNED	[423, 1229, 544, 1251]
con-new-name: PADMASHRI SANGROLE	[1174, 723, 1293, 743]
rate-max: 24000	[1393, 317, 1495, 335]
ballari-and: And	[423, 1170, 443, 1181]
siddapura-court: ಸಿದ್ದಾಪುರ ಜೆ.ಎಂ.ಎ‌ಫ್.ಸಿ. ಕೋರ್ಟಿನಲ್ಲಿ	[802, 610, 911, 620]
apmc-sign-right: ಸಹಿ/– ಆಡಳಿತಾಧಿಕಾರಿಗಳು, ಕೃ.ಉ.ಮಾ.ಸ., ಹುಬ್ಬಳ್ಳಿ.	[391, 463, 531, 487]
con-intro: I,	[790, 1250, 800, 1261]
con-new-name: ABDURRAZAK NABISAHEB GULBARGA	[1152, 2186, 1295, 2207]
rate-max: 1700	[1393, 530, 1495, 549]
con-old-name: MUNIRA BEGAUM SHAIKH	[1347, 2186, 1467, 2196]
con-tail: (new name) henceforth I will be called and recognized by new name for all future purposes, dated: 10/02/2026.	[967, 1630, 1127, 1687]
vjnl-para-2: ತಾಂತ್ರಿಕ ಬಿಡ್‌ನ್ನು ಕಾರ್ಯಪಾಲಕ ಇಂಜಿನಿಯರ್, ವಿಜನಿನಿ, ಎತ್ತಿನಹೊಳೆ ಯೋಜನಾ ವಿಭಾಗ, ನಂ.1, ಸಕಲೇಶಪುರ ಇಲ್ಲಿ ತೆರೆಯಲಾಗುವುದು ಮತ್ತು ತಾಂತ್ರಿಕ ಬಿಡ್‌ಗಳಿಗೆ ಸಕ್ಷಮ ಪ್ರಾಧಿಕಾರದಿಂದ ಅನುಮೋದನೆ ಪಡೆದುಕೊಂಡ ನಂತರ ಆರ್ಥಿಕ ಬಿಡ್ಡನ್ನು ತೆರೆಯಲಾಗುವುದು. ಸದರಿ ಕಾಮಗಾರಿಗಳ ಟೆಂಡರ್‌ಗಿಟ್ಟ ಮೊತ್ತ/ಪೂರ್ವಾರ್ಹತ ಷರತ್ತುಗಳು/ಇ.ಎಂ.ಡಿ ಮೊತ್ತ/ಬಿಡ್ಡುದಾರರ ಅರ್ಹತೆ/ಟೆಂಡರ್ ನಿಬಂಧನೆಗಳು/ಪೂರ್ವ ಬಿಡ್ ಸಭೆಯ ವಿವರಗಳನ್ನು ಕೆ.ಪಿ.ಪಿ ಪೋರ್ಟಲ್‌ನಲ್ಲಿ ಪಡೆಯಬಹುದಾಗಿರುತ್ತದೆ. ಟೆಂಡರ್‌ಗಳನ್ನು ಒಪ್ಪಿಕೊಳ್ಳುವ ಹಾಗೂ ಯಾವುದೇ ಕಾರಣ ನೀಡದೆ ಎಲ್ಲಾ ಅಥವಾ ಯಾವುದೇ ಟೆಂಡರ್‌ಗಳನ್ನು ತಿರಸ್ಕರಿಸುವ ಹಕ್ಕನ್ನು, ಸಕ್ಷಮ ಪ್ರಾಧಿಕಾರವು ಹೊಂದಿರುತ್ತದೆ ಹಾಗೂ ಕಡಿಮೆ ಮೊತ್ತದ ಟೆಂಡರ್ ಸ್ವೀಕರಿಸಲು ಬದ್ಧವಾಗಿರುವುದಿಲ್ಲ. ಯಾವುದೇ ಮಾರ್ಪಾಡುಗಳು ಅಥವಾ ತಿದ್ದುಪಡಿಗಳನ್ನು ಕೆ.ಪಿ.ಪಿ.ಪಿ. ಪೋರ್ಟಲ್ ವೆಬ್‌ಸೈಟ್‌ನಲ್ಲಿ ಪ್ರಕಟಿಸಲಾಗುವುದು. ಹೆಚ್ಚಿನ ಮಾಹಿತಿಗಾಗಿ ಕಛೇರಿ ಸಮಯದಲ್ಲಿ ಈ ಕೆಳ ಸಹಿದಾರರಿಂದ ಪಡೆಯಬಹುದಾಗಿರುತ್ತದೆ. ಹೆಚ್ಚಿನ ವಿವರಗಳಿಗೆ ಕರ್ನಾಟಕ ಸರ್ಕಾರದ ಅಂತರ್ಜಾಲ ತಾಣ, https://kppp.karnataka.gov.in/#/portal/portal-home ರಲ್ಲಿ ಪಡೆಯಬಹುದಾಗಿದೆ.	[90, 1946, 937, 2008]
ballari-notice: NOTICE	[479, 1217, 517, 1228]
ayush-office: ಜಿಲ್ಲಾ ಆಯುಷ್ ಅಧಿಕಾರಿಗಳ ಕಾರ್ಯಾಲಯ	[505, 831, 703, 848]
change-of-name-header: CHANGE OF NAME	[1329, 663, 1494, 679]
court-sign-2: Sd/- Chief ministerial officer, Civil judge & JMFC Court Siruguppa.	[964, 567, 1107, 602]
karnataka-emblem-icon: ♜	[234, 555, 252, 577]
change-of-name-box	[956, 1549, 1135, 1869]
ballari-respondent-label: ...Respondent	[423, 1205, 485, 1216]
ronatp-ref-bottom: ಪ್ರಸಂಇ/ಗದಗ/ಕೆಎಸ್‌ಎಂಸಿಎ/646/25–26	[89, 1380, 199, 1401]
col-max: ₹ ಗರಿಷ್ಠ (ಕ್ವಿಂ)	[1417, 212, 1487, 228]
ronatp-govt: ಕರ್ನಾಟಕ ಸರ್ಕಾರ	[214, 1001, 272, 1013]
mahaling-body: ಮಹಾಲಿಂಗಪೂರ ಪುರಸಭೆಯ ಸನ್ 2019–20 ರಿಂದ 2024–25ನೇ ಸಾಲಿನ ಎಸ್.ಎಫ್.ಸಿ ಕುಡಿಯುವ ನೀರಿನ ಅಭಾವ ನಿರ್ವಹಣೆಯ ಅನುದಾನದ ಉಳಿಕೆ ಮೊತ್ತದಲ್ಲಿ ಕಾಮಗಾರಿಯ ಇಂಡೆಂಟ್ ನಂ 55211 ಕರ್ನಾಟಕ ಸಂಗ್ರಹಣೆ ಪಾರದರ್ಶಕತೆ ಆದ್ಯಾದೇಶ/ನಿಯಮಾವಳಿಗಳು 1999 & 2000ರನ್ವಯ ಕರ್ನಾಟಕ ಪಬ್ಲಿಕ್ ಪ್ರೊಕ್ಯೂರಮೆಂಟ್ ಪೋರ್ಟಲ್ (ಕೆಪಿಪಿ) ಮೂಲಕ ಟೆಂಡರ್ ದಸ್ತಾವೇಜ KW-1 ರನ್ವಯ ಟೆಂಡರ್‌ಗಳನ್ನು ಆಹ್ವಾನಿಸಲಾಗಿದ್ದು, ಈ ಟೆಂಡರನ್ನು ಸಲ್ಲಿಸಲು ಇಚ್ಛೆಯುಳ್ಳ ಅರ್ಹ ಗುತ್ತಿಗೆದಾರರು https://kppp.karnataka.gov.in ಮೂಲಕ ತಮ್ಮ ಟೆಂಡರ್‌ಗಳನ್ನು ಸಲ್ಲಿಸಬಹುದಾಗಿದೆ.	[89, 682, 397, 753]
con-old-name: SHAHISTA BANKAPUR	[971, 1901, 1077, 1911]
change-of-name-box	[1326, 1689, 1498, 1976]
con-mid: (old name) Resident of H No: 4360/6A, Mane Plot Shivaji Nagar, Nipani, Chikodi, have changed my name as	[1160, 2145, 1309, 2186]
con-mid: (old name) Resident of H No: 6253, Rajiv Nagar, Chikodi - 5912013, have changed my name as	[1336, 2008, 1487, 2046]
vjnl-ref: ಸಂಖ್ಯೆ/ಕಾಇಂ/ವಿಜನಿನಿ/ಎಯೋವಿ.1/ಸ/ಟೆಂಡರ್ ಪ್ರಕಟಣೆ/06(1)CALL-2/2025-26/1752	[90, 1794, 411, 1806]
con-mid: (old name) Resident of At Post Mudhol (B), Taluk Aurad, Dist: Bidar - 585443, Karnataka, India, have changed my name as	[1155, 1618, 1308, 1676]
rate-max: 2200	[1393, 510, 1495, 529]
table-row	[1155, 1075, 1490, 1092]
seal-text: ಕರ್ನಾಟಕ ಸರ್ಕಾರ	[101, 173, 134, 180]
paper-name: ಹೊಸ ದಿಗಂತ	[176, 53, 306, 88]
readers-body: ಪತ್ರಿಕೆಯಲ್ಲಿ ಪ್ರಕಟವಾಗುವ ಜಾಹೀರಾತುಗಳು ಜಾಹೀರಾತುದಾರರ ಪೂರ್ಣವೇ ಆದರೂ ಅವರು ಕೊಡುವ ಮಾಹಿತಿ, ಸೌಲಭ್ಯ ಮುಂತಾದವುಗಳ ಬಗ್ಗೆ ಸಾರ್ವಜನಿಕರು ಜಾಹೀರಾತುದಾರರೊಡನೆ ವ್ಯವಹರಿಸಬೇಕು. ಇದಕ್ಕೆ ಪತ್ರಿಕೆ ಜವಾಬ್ದಾರಿ ಅಲ್ಲ.	[599, 627, 749, 686]
rates-body	[1145, 237, 1500, 644]
cell-amount: 17.18	[1389, 1075, 1490, 1092]
pwd-govt: ಕರ್ನಾಟಕ ಸರ್ಕಾರ	[731, 146, 795, 159]
rate-product: ಬೆಲ್ಲ	[1154, 416, 1169, 430]
apmc-address: ಹುಬ್ಬಳ್ಳಿ – ಧಾರವಾಡ ರಸ್ತೆ, ಅಮರಗೋಳ, ಹುಬ್ಬಳ್ಳಿ – 580 025.	[224, 178, 483, 191]
ronatp-contact: ಮೊಬೈಲ್ : 9480865110 ಇ–ಮೇಲ್ : adtpron@gmail.com	[94, 1032, 392, 1046]
section-title: ಪ್ರಾದೇಶಿಕ	[733, 50, 878, 104]
karnataka-seal-icon	[92, 151, 143, 202]
ronatp-amount: ಟೆಂಡರಿಗಿಟ್ಟ ಮೊತ್ತ ರೂ. 11.45 ಲಕ್ಷ	[89, 1229, 208, 1240]
notice-udupi-dc	[956, 2029, 1135, 2335]
change-of-name-box	[1146, 2112, 1317, 2337]
rate-row	[1154, 569, 1495, 588]
mahaling-phones: ದೂರವಾಣಿ ॥ 08350–270035 ಸಾರ್ವಜನಿಕ ಕುಂದು ಕೊರತೆ ಸಹಾಯವಾಣಿ ॥ 08350–270538	[89, 635, 379, 645]
rate-max: 3485	[1393, 608, 1495, 626]
udupi-portal: (Karnataka Public Procurement Portal ಮುಖಾಂತರ)	[971, 2070, 1120, 2091]
rate-product: ತೆಂಗಿನಕಾಯಿ	[1154, 319, 1197, 333]
